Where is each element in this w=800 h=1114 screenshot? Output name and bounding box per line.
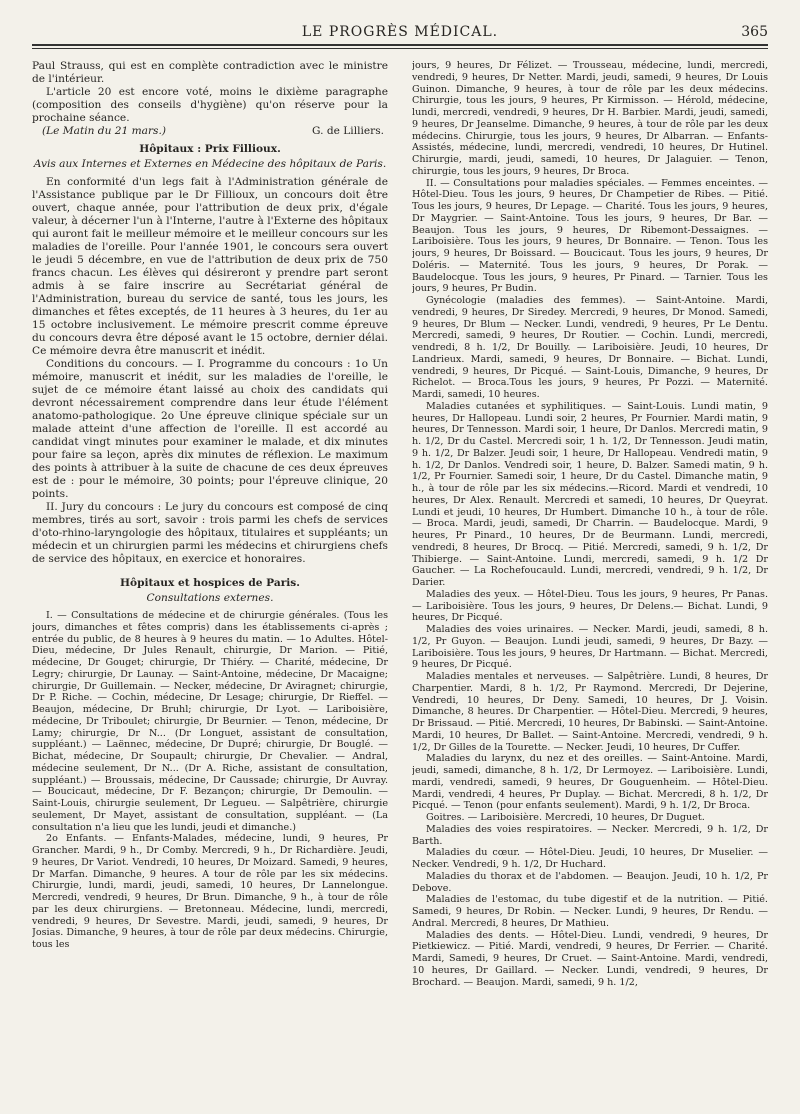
paragraph: En conformité d'un legs fait à l'Administration générale de l'Assistance publique par le Dr Fillioux, un concours doit être ouvert, chaque année, pour l'attribution de deux prix, d'égale valeur, à décerner l'un à l'Interne, l'autre à l'Externe des hôpitaux qui auront fait le meilleur mémoire et le meilleur concours sur les maladies de l'oreille. Pour l'année 1901, le concours sera ouvert le jeudi 5 décembre, en vue de l'attribution de deux prix de 750 francs chacun. Les élèves qui désireront y prendre part seront admis à se faire inscrire au Secrétariat général de l'Administration, bureau du service de santé, tous les jours, les dimanches et fêtes exceptés, de 11 heures à 3 heures, du 1er au 15 octobre inclusivement. Le mémoire prescrit comme épreuve du concours devra être déposé avant le 15 octobre, dernier délai. Ce mémoire devra être manuscrit et inédit. (32, 176, 388, 357)
section-subheading: Consultations externes. (146, 592, 274, 604)
paragraph: jours, 9 heures, Dr Félizet. — Trousseau, médecine, lundi, mercredi, vendredi, 9 heures, Dr Netter. Mardi, jeudi, samedi, 9 heures, Dr Louis Guinon. Dimanche, 9 heures, à tour de rôle par les deux médecins. Chirurgie, tous les jours, 9 heures, Pr Kirmisson. — Hérold, médecine, lundi, mercredi, vendredi, 9 heures, Dr H. Barbier. Mardi, jeudi, samedi, 9 heures, Dr Jeanselme. Dimanche, 9 heures, à tour de rôle par les deux médecins. Chirurgie, tous les jours, 9 heures, Dr Albarran. — Enfants-Assistés, médecine, lundi, mercredi, vendredi, 10 heures, Dr Hutinel. Chirurgie, mardi, jeudi, samedi, 10 heures, Dr Jalaguier. — Tenon, chirurgie, tous les jours, 9 heures, Dr Broca. (412, 60, 768, 177)
paragraph: Goitres. — Lariboisière. Mercredi, 10 heures, Dr Duguet. (426, 812, 705, 823)
paragraph: L'article 20 est encore voté, moins le dixième paragraphe (composition des conseils d'hygiène) qu'on réserve pour la prochaine séance. (32, 86, 388, 124)
section-heading: Hôpitaux et hospices de Paris. (120, 577, 300, 589)
signature-author: G. de Lilliers. (312, 125, 384, 137)
section-subheading: Avis aux Internes et Externes en Médecine des hôpitaux de Paris. (33, 158, 387, 170)
left-column (32, 60, 388, 1100)
section-heading: Hôpitaux : Prix Fillioux. (139, 143, 281, 155)
paragraph: Maladies du larynx, du nez et des oreilles. — Saint-Antoine. Mardi, jeudi, samedi, dimanche, 8 h. 1/2, Dr Lermoyez. — Lariboisière. Lundi, mardi, vendredi, samedi, 9 heures, Dr Gouguenheim. — Hôtel-Dieu. Mardi, vendredi, 4 heures, Pr Duplay. — Bichat. Mercredi, 8 h. 1/2, Dr Picqué. — Tenon (pour enfants seulement). Mardi, 9 h. 1/2, Dr Broca. (412, 753, 768, 812)
paragraph: Maladies du cœur. — Hôtel-Dieu. Jeudi, 10 heures, Dr Muselier. — Necker. Vendredi, 9 h. 1/2, Dr Huchard. (412, 847, 768, 870)
paragraph: I. — Consultations de médecine et de chirurgie générales. (Tous les jours, dimanches et fêtes compris) dans les établissements ci-après ; entrée du public, de 8 heures à 9 heures du matin. — 1o Adultes. Hôtel-Dieu, médecine, Dr Jules Renault, chirurgie, Dr Marion. — Pitié, médecine, Dr Gouget; chirurgie, Dr Thiéry. — Charité, médecine, Dr Legry; chirurgie, Dr Launay. — Saint-Antoine, médecine, Dr Macaigne; chirurgie, Dr Guillemain. — Necker, médecine, Dr Aviragnet; chirurgie, Dr P. Riche. — Cochin, médecine, Dr Lesage; chirurgie, Dr Rieffel. — Beaujon, médecine, Dr Bruhl; chirurgie, Dr Lyot. — Lariboisière, médecine, Dr Triboulet; chirurgie, Dr Beurnier. — Tenon, médecine, Dr Lamy; chirurgie, Dr N... (Dr Longuet, assistant de consultation, suppléant.) — Laënnec, médecine, Dr Dupré; chirurgie, Dr Bouglé. — Bichat, médecine, Dr Soupault; chirurgie, Dr Chevalier. — Andral, médecine seulement, Dr N... (Dr A. Riche, assistant de consultation, suppléant.) — Broussais, médecine, Dr Caussade; chirurgie, Dr Auvray. — Boucicaut, médecine, Dr F. Bezançon; chirurgie, Dr Demoulin. — Saint-Louis, chirurgie seulement, Dr Legueu. — Salpêtrière, chirurgie seulement, Dr Mayet, assistant de consultation, suppléant. — (La consultation n'a lieu que les lundi, jeudi et dimanche.) (32, 610, 388, 833)
paragraph: Maladies cutanées et syphilitiques. — Saint-Louis. Lundi matin, 9 heures, Dr Hallopeau. Lundi soir, 2 heures, Pr Fournier. Mardi matin, 9 heures, Dr Tennesson. Mardi soir, 1 heure, Dr Danlos. Mercredi matin, 9 h. 1/2, Dr du Castel. Mercredi soir, 1 h. 1/2, Dr Tennesson. Jeudi matin, 9 h. 1/2, Dr Balzer. Jeudi soir, 1 heure, Dr Hallopeau. Vendredi matin, 9 h. 1/2, Dr Danlos. Vendredi soir, 1 heure, D. Balzer. Samedi matin, 9 h. 1/2, Pr Fournier. Samedi soir, 1 heure, Dr du Castel. Dimanche matin, 9 h., à tour de rôle par les six médecins.—Ricord. Mardi et vendredi, 10 heures, Dr Alex. Renault. Mercredi et samedi, 10 heures, Dr Queyrat. Lundi et jeudi, 10 heures, Dr Humbert. Dimanche 10 h., à tour de rôle. — Broca. Mardi, jeudi, samedi, Dr Charrin. — Baudelocque. Mardi, 9 heures, Pr Pinard., 10 heures, Dr de Beurmann. Lundi, mercredi, vendredi, 8 heures, Dr Brocq. — Pitié. Mercredi, samedi, 9 h. 1/2, Dr Thibierge. — Saint-Antoine. Lundi, mercredi, samedi, 9 h. 1/2 Dr Gaucher. — La Rochefoucauld. Lundi, mercredi, vendredi, 9 h. 1/2, Dr Darier. (412, 400, 768, 588)
header-rule-thin (32, 48, 768, 49)
paragraph: Paul Strauss, qui est en complète contradiction avec le ministre de l'intérieur. (32, 60, 388, 85)
right-column (412, 60, 768, 1100)
paragraph: II. — Consultations pour maladies spéciales. — Femmes enceintes. — Hôtel-Dieu. Tous les jours, 9 heures, Dr Champetier de Ribes. — Pitié. Tous les jours, 9 heures, Dr Lepage. — Charité. Tous les jours, 9 heures, Dr Maygrier. — Saint-Antoine. Tous les jours, 9 heures, Dr Bar. — Beaujon. Tous les jours, 9 heures, Dr Ribemont-Dessaignes. — Lariboisière. Tous les jours, 9 heures, Dr Bonnaire. — Tenon. Tous les jours, 9 heures, Dr Boissard. — Boucicaut. Tous les jours, 9 heures, Dr Doléris. — Maternité. Tous les jours, 9 heures, Dr Porak. — Baudelocque. Tous les jours, 9 heures, Pr Pinard. — Tarnier. Tous les jours, 9 heures, Pr Budin. (412, 177, 768, 295)
page-header (32, 24, 768, 46)
paragraph: Gynécologie (maladies des femmes). — Saint-Antoine. Mardi, vendredi, 9 heures, Dr Siredey. Mercredi, 9 heures, Dr Monod. Samedi, 9 heures, Dr Blum — Necker. Lundi, vendredi, 9 heures, Pr Le Dentu. Mercredi, samedi, 9 heures, Dr Routier. — Cochin. Lundi, mercredi, vendredi, 8 h. 1/2, Dr Bouilly. — Lariboisière. Jeudi, 10 heures, Dr Landrieux. Mardi, samedi, 9 heures, Dr Bonnaire. — Bichat. Lundi, vendredi, 9 heures, Dr Picqué. — Saint-Louis, Dimanche, 9 heures, Dr Richelot. — Broca.Tous les jours, 9 heures, Pr Pozzi. — Maternité. Mardi, samedi, 10 heures. (412, 295, 768, 400)
paragraph: Maladies des voies urinaires. — Necker. Mardi, jeudi, samedi, 8 h. 1/2, Pr Guyon. — Beaujon. Lundi jeudi, samedi, 9 heures, Dr Bazy. — Lariboisière. Tous les jours, 9 heures, Dr Hartmann. — Bichat. Mercredi, 9 heures, Dr Picqué. (412, 624, 768, 671)
paragraph: Maladies des dents. — Hôtel-Dieu. Lundi, vendredi, 9 heures, Dr Pietkiewicz. — Pitié. Mardi, vendredi, 9 heures, Dr Ferrier. — Charité. Mardi, Samedi, 9 heures, Dr Cruet. — Saint-Antoine. Mardi, vendredi, 10 heures, Dr Gaillard. — Necker. Lundi, vendredi, 9 heures, Dr Brochard. — Beaujon. Mardi, samedi, 9 h. 1/2, (412, 929, 768, 988)
paragraph: Maladies des voies respiratoires. — Necker. Mercredi, 9 h. 1/2, Dr Barth. (412, 823, 768, 847)
journal-title: LE PROGRÈS MÉDICAL. (301, 24, 499, 40)
paragraph: Conditions du concours. — I. Programme du concours : 1o Un mémoire, manuscrit et inédit, sur les maladies de l'oreille, le sujet de ce mémoire étant laissé au choix des candidats qui devront nécessairement comprendre dans leur étude l'élément anatomo-pathologique. 2o Une épreuve clinique spéciale sur un malade atteint d'une affection de l'oreille. Il est accordé au candidat vingt minutes pour examiner le malade, et dix minutes pour faire sa leçon, après dix minutes de réflexion. Le maximum des points à attribuer à la suite de chacune de ces deux épreuves est de : pour le mémoire, 30 points; pour l'épreuve clinique, 20 points. (32, 358, 388, 500)
spacer (32, 566, 388, 572)
paragraph: II. Jury du concours : Le jury du concours est composé de cinq membres, tirés au sort, savoir : trois parmi les chefs de services d'oto-rhino-laryngologie des hôpitaux, titulaires et suppléants; un médecin et un chirurgien parmi les médecins et chirurgiens chefs de service des hôpitaux, en exercice et honoraires. (32, 501, 388, 565)
paragraph: Maladies du thorax et de l'abdomen. — Beaujon. Jeudi, 10 h. 1/2, Pr Debove. (412, 870, 768, 894)
signature-line (32, 125, 388, 138)
paragraph: 2o Enfants. — Enfants-Malades, médecine, lundi, 9 heures, Pr Grancher. Mardi, 9 h., Dr Comby. Mercredi, 9 h., Dr Richardière. Jeudi, 9 heures, Dr Variot. Vendredi, 10 heures, Dr Moizard. Samedi, 9 heures, Dr Marfan. Dimanche, 9 heures. A tour de rôle par les six médecins. Chirurgie, lundi, mardi, jeudi, samedi, 10 heures, Dr Lannelongue. Mercredi, vendredi, 9 heures, Dr Brun. Dimanche, 9 h., à tour de rôle par les deux chirurgiens. — Bretonneau. Médecine, lundi, mercredi, vendredi, 9 heures, Dr Sevestre. Mardi, jeudi, samedi, 9 heures, Dr Josias. Dimanche, 9 heures, à tour de rôle par deux médecins. Chirurgie, tous les (32, 833, 388, 950)
paragraph: Maladies de l'estomac, du tube digestif et de la nutrition. — Pitié. Samedi, 9 heures, Dr Robin. — Necker. Lundi, 9 heures, Dr Rendu. — Andral. Mercredi, 8 heures, Dr Mathieu. (412, 894, 768, 929)
signature-source: (Le Matin du 21 mars.) (42, 125, 166, 137)
page-number: 365 (741, 24, 768, 40)
header-rule-thick (32, 44, 768, 46)
paragraph: Maladies des yeux. — Hôtel-Dieu. Tous les jours, 9 heures, Pr Panas. — Lariboisière. Tous les jours, 9 heures, Dr Delens.— Bichat. Lundi, 9 heures, Dr Picqué. (412, 588, 768, 624)
paragraph: Maladies mentales et nerveuses. — Salpêtrière. Lundi, 8 heures, Dr Charpentier. Mardi, 8 h. 1/2, Pr Raymond. Mercredi, Dr Dejerine, Vendredi, 10 heures, Dr Deny. Samedi, 10 heures, Dr J. Voisin. Dimanche, 8 heures. Dr Charpentier. — Hôtel-Dieu. Mercredi, 9 heures, Dr Brissaud. — Pitié. Mercredi, 10 heures, Dr Babinski. — Saint-Antoine. Mardi, 10 heures, Dr Ballet. — Saint-Antoine. Mercredi, vendredi, 9 h. 1/2, Dr Gilles de la Tourette. — Necker. Jeudi, 10 heures, Dr Cuffer. (412, 671, 768, 753)
